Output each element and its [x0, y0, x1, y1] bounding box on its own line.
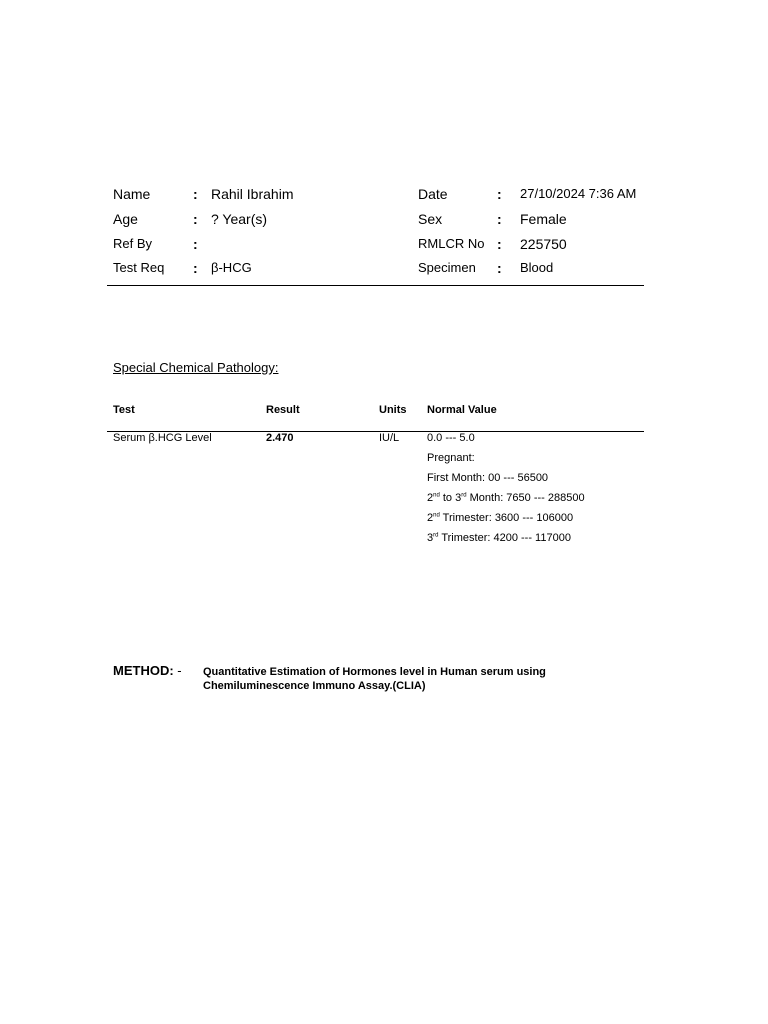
refby-label: Ref By — [113, 236, 153, 251]
rmlcr-label: RMLCR No — [418, 236, 485, 251]
age-label: Age — [113, 211, 138, 227]
col-header-result: Result — [266, 404, 300, 416]
name-value: Rahil Ibrahim — [211, 186, 294, 202]
name-colon: : — [193, 186, 198, 202]
sex-label: Sex — [418, 211, 443, 227]
sex-colon: : — [497, 211, 502, 227]
age-value: ? Year(s) — [211, 211, 268, 227]
method-label: METHOD: - — [113, 663, 182, 678]
date-label: Date — [418, 186, 448, 202]
age-colon: : — [193, 211, 198, 227]
header-divider — [107, 285, 644, 286]
sex-value: Female — [520, 211, 567, 227]
section-title: Special Chemical Pathology: — [113, 360, 279, 375]
col-header-test: Test — [113, 404, 135, 416]
date-value: 27/10/2024 7:36 AM — [520, 186, 637, 201]
normal-value-line: 2nd to 3rd Month: 7650 --- 288500 — [427, 492, 585, 504]
specimen-colon: : — [497, 260, 502, 276]
testreq-colon: : — [193, 260, 198, 276]
test-result: 2.470 — [266, 432, 294, 444]
method-text: Quantitative Estimation of Hormones level in Human serum using Chemiluminescence Immuno Assay.(CLIA) — [203, 666, 546, 692]
test-name: Serum β.HCG Level — [113, 432, 212, 444]
test-units: IU/L — [379, 432, 400, 444]
normal-value-line: Pregnant: — [427, 452, 475, 464]
refby-colon: : — [193, 236, 198, 252]
name-label: Name — [113, 186, 151, 202]
rmlcr-value: 225750 — [520, 236, 567, 252]
specimen-value: Blood — [520, 260, 554, 275]
normal-value-line: First Month: 00 --- 56500 — [427, 472, 549, 484]
rmlcr-colon: : — [497, 236, 502, 252]
date-colon: : — [497, 186, 502, 202]
normal-value-line: 0.0 --- 5.0 — [427, 432, 475, 444]
col-header-units: Units — [379, 404, 407, 416]
normal-value-line: 2nd Trimester: 3600 --- 106000 — [427, 512, 574, 524]
col-header-normal-value: Normal Value — [427, 404, 497, 416]
testreq-value: β-HCG — [211, 260, 252, 275]
specimen-label: Specimen — [418, 260, 476, 275]
testreq-label: Test Req — [113, 260, 165, 275]
normal-value-line: 3rd Trimester: 4200 --- 117000 — [427, 532, 571, 544]
